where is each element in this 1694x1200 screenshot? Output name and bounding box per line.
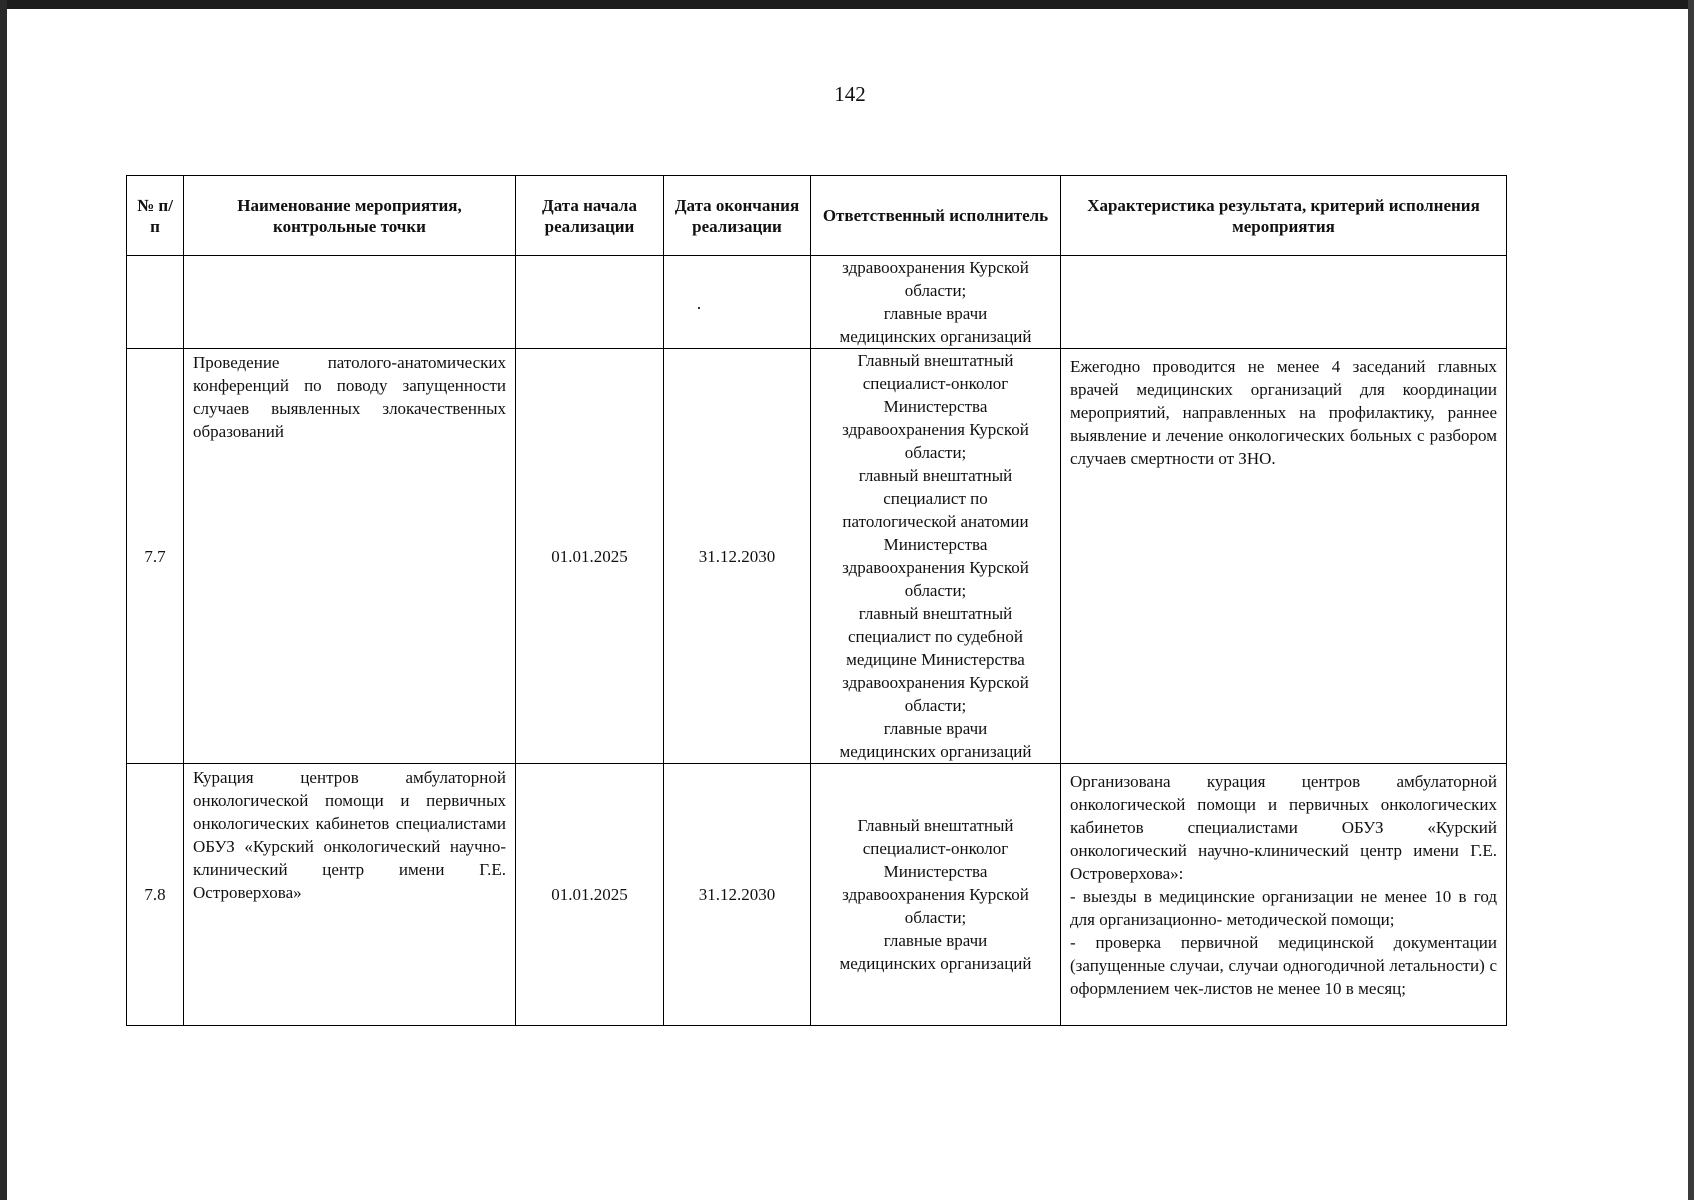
row-start-date: 01.01.2025 [516, 349, 664, 764]
responsible-line: специалист по [883, 489, 988, 508]
scan-border-top [0, 0, 1694, 9]
row-responsible [811, 764, 1061, 1026]
row-num [127, 256, 184, 349]
row-responsible [811, 349, 1061, 764]
result-paragraph: - выезды в медицинские организации не менее 10 в год для организационно- методической помощи; [1070, 887, 1497, 929]
responsible-line: медицинских организаций [839, 742, 1032, 761]
table-row [127, 256, 1507, 349]
table-row [127, 764, 1507, 1026]
responsible-line: специалист-онколог [862, 839, 1009, 858]
row-num: 7.8 [127, 764, 184, 1026]
header-start-date: Дата начала реализации [516, 176, 664, 256]
header-num: № п/п [127, 176, 184, 256]
responsible-line: медицинских организаций [839, 327, 1032, 346]
result-paragraph: Организована курация центров амбулаторной онкологической помощи и первичных онкологических кабинетов специалистами ОБУЗ «Курский онкологический научно-клинический центр имени Г.Е. Островерхова»: [1070, 772, 1497, 883]
responsible-line: Министерства [883, 535, 988, 554]
row-name: Курация центров амбулаторной онкологической помощи и первичных онкологических кабинетов специалистами ОБУЗ «Курский онкологический научно-клинический центр имени Г.Е. Островерхова» [184, 764, 516, 1026]
scan-border-right [1688, 0, 1694, 1200]
row-start-date [516, 256, 664, 349]
row-result: Ежегодно проводится не менее 4 заседаний главных врачей медицинских организаций для координации мероприятий, направленных на профилактику, раннее выявление и лечение онкологических больных с разбором случаев смертности от ЗНО. [1061, 349, 1507, 764]
result-paragraph: - проверка первичной медицинской документации (запущенные случаи, случаи одногодичной летальности) с оформлением чек-листов не менее 10 в месяц; [1070, 933, 1497, 998]
row-result [1061, 764, 1507, 1026]
responsible-line: главные врачи [883, 931, 988, 950]
responsible-line: здравоохранения Курской [842, 885, 1029, 904]
header-name: Наименование мероприятия, контрольные точки [184, 176, 516, 256]
page-number: 142 [834, 82, 866, 106]
row-name [184, 256, 516, 349]
responsible-line: патологической анатомии [842, 512, 1029, 531]
header-end-date: Дата окончания реализации [664, 176, 811, 256]
header-responsible: Ответственный исполнитель [811, 176, 1061, 256]
row-result [1061, 256, 1507, 349]
responsible-line: здравоохранения Курской [842, 420, 1029, 439]
responsible-line: Главный внештатный [857, 816, 1014, 835]
row-end-date: 31.12.2030 [664, 764, 811, 1026]
responsible-line: Министерства [883, 862, 988, 881]
responsible-line: медицине Министерства [846, 650, 1025, 669]
responsible-line: области; [904, 908, 967, 927]
header-result: Характеристика результата, критерий исполнения мероприятия [1061, 176, 1507, 256]
table-header-row [127, 176, 1507, 256]
responsible-line: области; [904, 696, 967, 715]
responsible-line: области; [904, 581, 967, 600]
row-name: Проведение патолого-анатомических конференций по поводу запущенности случаев выявленных злокачественных образований [184, 349, 516, 764]
responsible-line: области; [904, 443, 967, 462]
responsible-line: здравоохранения Курской [842, 673, 1029, 692]
row-responsible [811, 256, 1061, 349]
responsible-line: главные врачи [883, 304, 988, 323]
responsible-line: здравоохранения Курской [842, 258, 1029, 277]
responsible-line: области; [904, 281, 967, 300]
responsible-line: Главный внештатный [857, 351, 1014, 370]
table-row [127, 349, 1507, 764]
row-end-date: 31.12.2030 [664, 349, 811, 764]
responsible-line: здравоохранения Курской [842, 558, 1029, 577]
responsible-line: специалист-онколог [862, 374, 1009, 393]
responsible-line: главный внештатный [858, 466, 1013, 485]
responsible-line: специалист по судебной [847, 627, 1024, 646]
scan-border-left [0, 0, 7, 1200]
row-end-date [664, 256, 811, 349]
responsible-line: Министерства [883, 397, 988, 416]
responsible-line: главные врачи [883, 719, 988, 738]
responsible-line: главный внештатный [858, 604, 1013, 623]
scan-speck [698, 307, 700, 309]
row-start-date: 01.01.2025 [516, 764, 664, 1026]
responsible-line: медицинских организаций [839, 954, 1032, 973]
activities-table [126, 175, 1507, 1026]
row-num: 7.7 [127, 349, 184, 764]
